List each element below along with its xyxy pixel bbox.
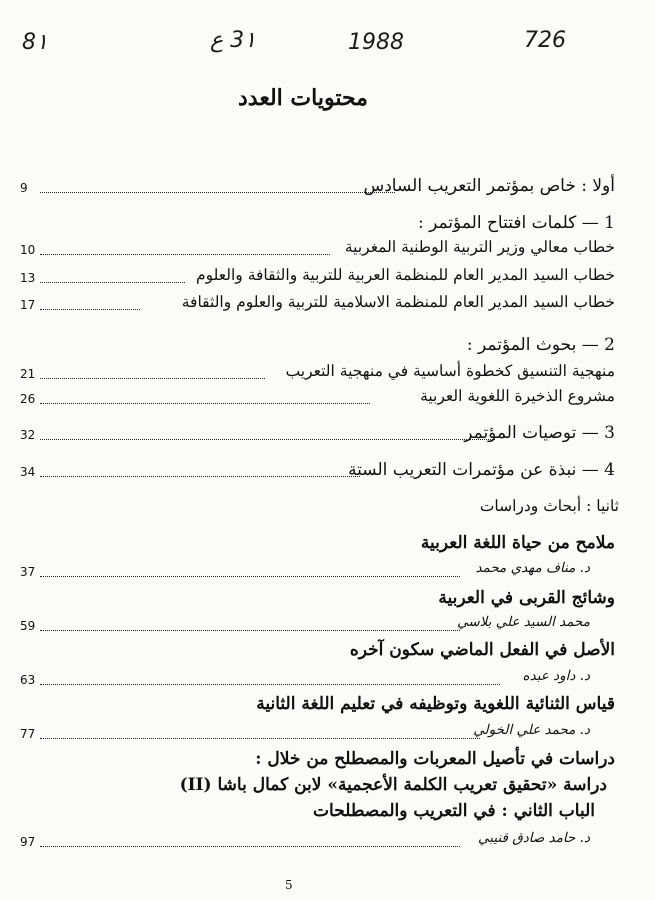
toc-text: دراسات في تأصيل المعربات والمصطلح من خلال :: [255, 749, 615, 769]
toc-text: مشروع الذخيرة اللغوية العربية: [420, 387, 615, 405]
toc-row: [0, 423, 655, 447]
toc-page: 77: [20, 727, 36, 741]
toc-row: [0, 830, 655, 854]
toc-text: 3 — توصيات المؤتمر: [464, 423, 615, 443]
toc-author: د. محمد علي الخولي: [473, 722, 590, 738]
toc-text: أولا : خاص بمؤتمر التعريب السادس: [363, 176, 615, 196]
toc-row: [0, 614, 655, 638]
toc-row: [0, 213, 655, 237]
toc-row: [0, 460, 655, 484]
dot-leader: [40, 403, 370, 404]
toc-row: [0, 749, 655, 773]
dot-leader: [40, 439, 495, 440]
dot-leader: [40, 192, 395, 193]
toc-text: وشائج القربى في العربية: [438, 588, 615, 608]
toc-row: [0, 640, 655, 664]
toc-author: د. داود عبده: [522, 668, 590, 684]
toc-row: [0, 176, 655, 200]
toc-row: [0, 801, 655, 825]
toc-text: منهجية التنسيق كخطوة أساسية في منهجية التعريب: [285, 362, 615, 380]
page-title: محتويات العدد: [238, 85, 368, 111]
toc-row: [0, 722, 655, 746]
toc-row: [0, 362, 655, 386]
page-number: 5: [285, 878, 293, 892]
toc-page: 34: [20, 465, 36, 479]
toc-row: [0, 560, 655, 584]
toc-text: دراسة «تحقيق تعريب الكلمة الأعجمية» لابن كمال باشا (II): [179, 775, 607, 795]
header-number: 726: [524, 28, 566, 53]
toc-text: خطاب السيد المدير العام للمنظمة الاسلامية للتربية والعلوم والثقافة: [181, 293, 615, 311]
header-year: 1988: [348, 30, 404, 55]
dot-leader: [40, 254, 330, 255]
toc-text: الباب الثاني : في التعريب والمصطلحات: [313, 801, 595, 821]
dot-leader: [40, 684, 500, 685]
header-left-mark: 8١: [22, 30, 48, 55]
dot-leader: [40, 282, 185, 283]
toc-text: ثانيا : أبحاث ودراسات: [479, 497, 619, 515]
toc-row: [0, 668, 655, 692]
toc-row: [0, 497, 655, 521]
toc-row: [0, 588, 655, 612]
toc-text: خطاب السيد المدير العام للمنظمة العربية للتربية والثقافة والعلوم: [196, 266, 615, 284]
dot-leader: [40, 846, 460, 847]
dot-leader: [40, 630, 460, 631]
toc-author: د. حامد صادق قنيبي: [478, 830, 590, 846]
toc-row: [0, 335, 655, 359]
dot-leader: [40, 738, 480, 739]
toc-row: [0, 775, 655, 799]
toc-author: محمد السيد علي بلاسي: [457, 614, 590, 630]
toc-row: [0, 387, 655, 411]
toc-page: 63: [20, 673, 36, 687]
toc-page: 59: [20, 619, 36, 633]
toc-page: 26: [20, 392, 36, 406]
toc-page: 37: [20, 565, 36, 579]
toc-text: الأصل في الفعل الماضي سكون آخره: [349, 640, 615, 660]
toc-text: ملامح من حياة اللغة العربية: [420, 533, 615, 553]
toc-page: 97: [20, 835, 36, 849]
toc-author: د. مناف مهدي محمد: [475, 560, 590, 576]
dot-leader: [40, 309, 140, 310]
header-issue-code: 3١ ع: [210, 28, 256, 53]
dot-leader: [40, 576, 460, 577]
toc-text: 2 — بحوث المؤتمر :: [466, 335, 615, 355]
toc-text: 4 — نبذة عن مؤتمرات التعريب الستة: [348, 460, 615, 480]
toc-text: 1 — كلمات افتتاح المؤتمر :: [417, 213, 615, 233]
toc-page: 21: [20, 367, 36, 381]
toc-row: [0, 266, 655, 290]
dot-leader: [40, 476, 360, 477]
toc-row: [0, 533, 655, 557]
dot-leader: [40, 378, 265, 379]
toc-row: [0, 694, 655, 718]
toc-page: 32: [20, 428, 36, 442]
toc-text: قياس الثنائية اللغوية وتوظيفه في تعليم اللغة الثانية: [256, 694, 615, 714]
toc-row: [0, 238, 655, 262]
toc-row: [0, 293, 655, 317]
toc-page: 17: [20, 298, 36, 312]
toc-text: خطاب معالي وزير التربية الوطنية المغربية: [344, 238, 615, 256]
toc-page: 9: [20, 181, 28, 195]
toc-page: 13: [20, 271, 36, 285]
toc-page: 10: [20, 243, 36, 257]
